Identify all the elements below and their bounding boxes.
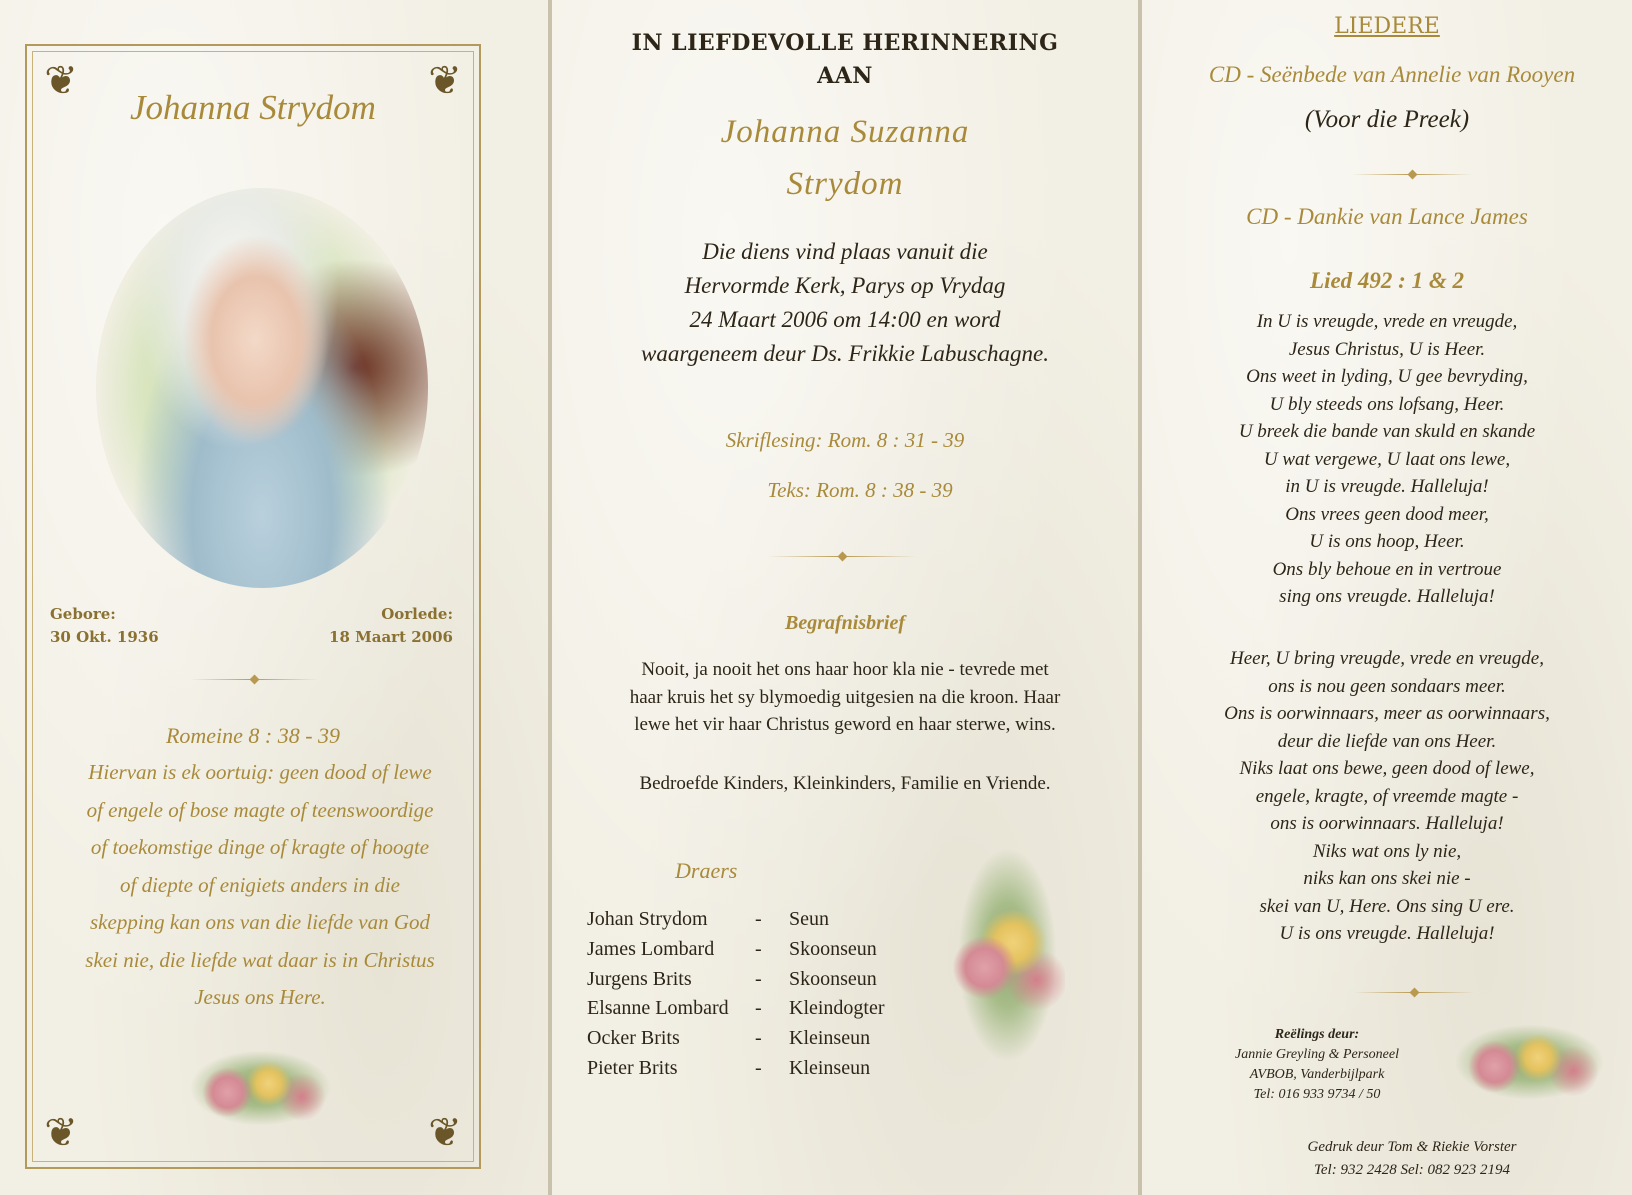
lyric-line: Jesus Christus, U is Heer. (1288, 338, 1486, 360)
service-line: Hervormde Kerk, Parys op Vrydag (684, 273, 1006, 298)
right-panel (1142, 0, 1632, 1195)
burial-line: Nooit, ja nooit het ons haar hoor kla nie - tevrede met (641, 659, 1049, 680)
lyric-line: Niks laat ons bewe, geen dood of lewe, (1239, 758, 1535, 779)
lyric-line: niks kan ons skei nie - (1303, 868, 1471, 889)
burial-letter (552, 656, 1138, 739)
bearer-relation: Skoonseun (789, 938, 877, 960)
verse-line: skepping kan ons van die liefde van God (90, 910, 430, 934)
bearer-name: Ocker Brits (587, 1027, 680, 1049)
service-line: Die diens vind plaas vanuit die (702, 239, 988, 264)
verse-line: Hiervan is ek oortuig: geen dood of lewe (88, 760, 432, 784)
divider (190, 679, 318, 680)
corner-ornament-icon: ❦ (44, 1110, 78, 1156)
verse-line: skei nie, die liefde wat daar is in Christus (85, 947, 435, 972)
divider (1352, 174, 1472, 175)
lyric-line: skei van U, Here. Ons sing U ere. (1259, 895, 1515, 917)
lyric-line: Heer, U bring vreugde, vrede en vreugde, (1230, 648, 1544, 669)
corner-ornament-icon: ❦ (428, 58, 462, 104)
verse-reference: Romeine 8 : 38 - 39 (165, 723, 341, 748)
lyric-line: ons is oorwinnaars. Halleluja! (1270, 813, 1504, 834)
arrangements-label: Reëlings deur: (1274, 1027, 1360, 1042)
heading-line-2: AAN (817, 63, 873, 89)
verse-line: of engele of bose magte of teenswoordige (86, 797, 434, 822)
burial-heading: Begrafnisbrief (785, 612, 905, 634)
died-date: 18 Maart 2006 (329, 628, 453, 646)
lyric-line: U breek die bande van skuld en skande (1238, 421, 1536, 442)
song-1: CD - Seënbede van Annelie van Rooyen (1208, 62, 1576, 87)
service-line: 24 Maart 2006 om 14:00 en word (689, 307, 1001, 332)
verse-line: of toekomstige dinge of kragte of hoogte (90, 835, 430, 859)
mourners: Bedroefde Kinders, Kleinkinders, Familie en Vriende. (639, 773, 1051, 794)
service-details (552, 235, 1138, 371)
rose-bouquet-icon (178, 1044, 343, 1132)
bearer-name: Pieter Brits (587, 1057, 678, 1079)
burial-line: lewe het vir haar Christus geword en haar sterwe, wins. (634, 714, 1056, 735)
lyric-line: U is ons hoop, Heer. (1309, 531, 1465, 552)
rose-bouquet-icon (1442, 1018, 1617, 1106)
lyric-line: In U is vreugde, vrede en vreugde, (1256, 311, 1518, 332)
arrangements-line: Tel: 016 933 9734 / 50 (1253, 1087, 1381, 1102)
born-date: 30 Okt. 1936 (50, 628, 159, 646)
verse-line: Jesus ons Here. (194, 985, 326, 1009)
bearer-relation: Seun (789, 908, 829, 930)
bearer-relation: Kleinseun (789, 1057, 871, 1079)
lyric-line: Ons is oorwinnaars, meer as oorwinnaars, (1224, 703, 1550, 724)
bearer-name: James Lombard (587, 938, 715, 960)
bearer-separator: - (755, 938, 762, 960)
deceased-full-name-line-1: Johanna Suzanna (720, 114, 970, 150)
song-1-note: (Voor die Preek) (1304, 106, 1470, 133)
sermon-text: Teks: Rom. 8 : 38 - 39 (767, 478, 953, 502)
deceased-name: Johanna Strydom (130, 88, 376, 127)
hymn-verse-1 (1142, 308, 1632, 611)
lyric-line: ons is nou geen sondaars meer. (1268, 675, 1506, 697)
lyric-line: Ons weet in lyding, U gee bevryding, (1246, 366, 1528, 387)
bearer-separator: - (755, 997, 762, 1019)
lyric-line: in U is vreugde. Halleluja! (1285, 476, 1489, 497)
service-line: waargeneem deur Ds. Frikkie Labuschagne. (641, 341, 1049, 366)
printer-contact: Tel: 932 2428 Sel: 082 923 2194 (1313, 1162, 1511, 1178)
portrait-photo (96, 188, 428, 588)
bearer-relation: Kleindogter (789, 997, 885, 1019)
bearer-separator: - (755, 1057, 762, 1079)
songs-title: LIEDERE (1334, 14, 1440, 39)
lyric-line: Niks wat ons ly nie, (1312, 840, 1462, 862)
corner-ornament-icon: ❦ (44, 58, 78, 104)
printed-by: Gedruk deur Tom & Riekie Vorster (1307, 1139, 1517, 1155)
arrangements-block (1212, 1025, 1422, 1105)
died-label: Oorlede: (381, 605, 453, 623)
lyric-line: Ons bly behoue en in vertroue (1272, 558, 1502, 580)
bearer-relation: Skoonseun (789, 968, 877, 990)
burial-line: haar kruis het sy blymoedig uitgesien na die kroon. Haar (629, 686, 1061, 708)
left-panel (0, 0, 548, 1195)
bearer-name: Jurgens Brits (587, 968, 692, 990)
corner-ornament-icon: ❦ (428, 1110, 462, 1156)
verse-line: of diepte of enigiets anders in die (120, 872, 400, 897)
deceased-full-name-line-2: Strydom (786, 166, 904, 202)
bearer-separator: - (755, 908, 762, 930)
lyric-line: sing ons vreugde. Halleluja! (1279, 586, 1495, 607)
bearer-name: Johan Strydom (587, 908, 708, 930)
lyric-line: U wat vergewe, U laat ons lewe, (1263, 448, 1511, 470)
lyric-line: U bly steeds ons lofsang, Heer. (1269, 393, 1505, 415)
divider (1354, 992, 1474, 993)
arrangements-line: Jannie Greyling & Personeel (1235, 1047, 1399, 1062)
divider (767, 556, 917, 557)
lyric-line: engele, kragte, of vreemde magte - (1255, 785, 1519, 807)
hymn-title: Lied 492 : 1 & 2 (1310, 268, 1464, 293)
verse-text (40, 754, 480, 1017)
rose-spray-icon (950, 830, 1065, 1080)
song-2: CD - Dankie van Lance James (1246, 204, 1528, 229)
lyric-line: Ons vrees geen dood meer, (1285, 503, 1489, 525)
bearer-name: Elsanne Lombard (587, 997, 729, 1019)
bearer-separator: - (755, 1027, 762, 1049)
lyric-line: U is ons vreugde. Halleluja! (1279, 923, 1495, 944)
born-label: Gebore: (50, 605, 116, 623)
bearer-separator: - (755, 968, 762, 990)
hymn-verse-2 (1142, 645, 1632, 948)
heading-line-1: IN LIEFDEVOLLE HERINNERING (631, 30, 1059, 56)
bearer-relation: Kleinseun (789, 1027, 871, 1049)
lyric-line: deur die liefde van ons Heer. (1277, 730, 1497, 752)
arrangements-line: AVBOB, Vanderbijlpark (1249, 1067, 1385, 1082)
bearers-heading: Draers (675, 858, 738, 883)
scripture-reading: Skriflesing: Rom. 8 : 31 - 39 (725, 428, 965, 452)
